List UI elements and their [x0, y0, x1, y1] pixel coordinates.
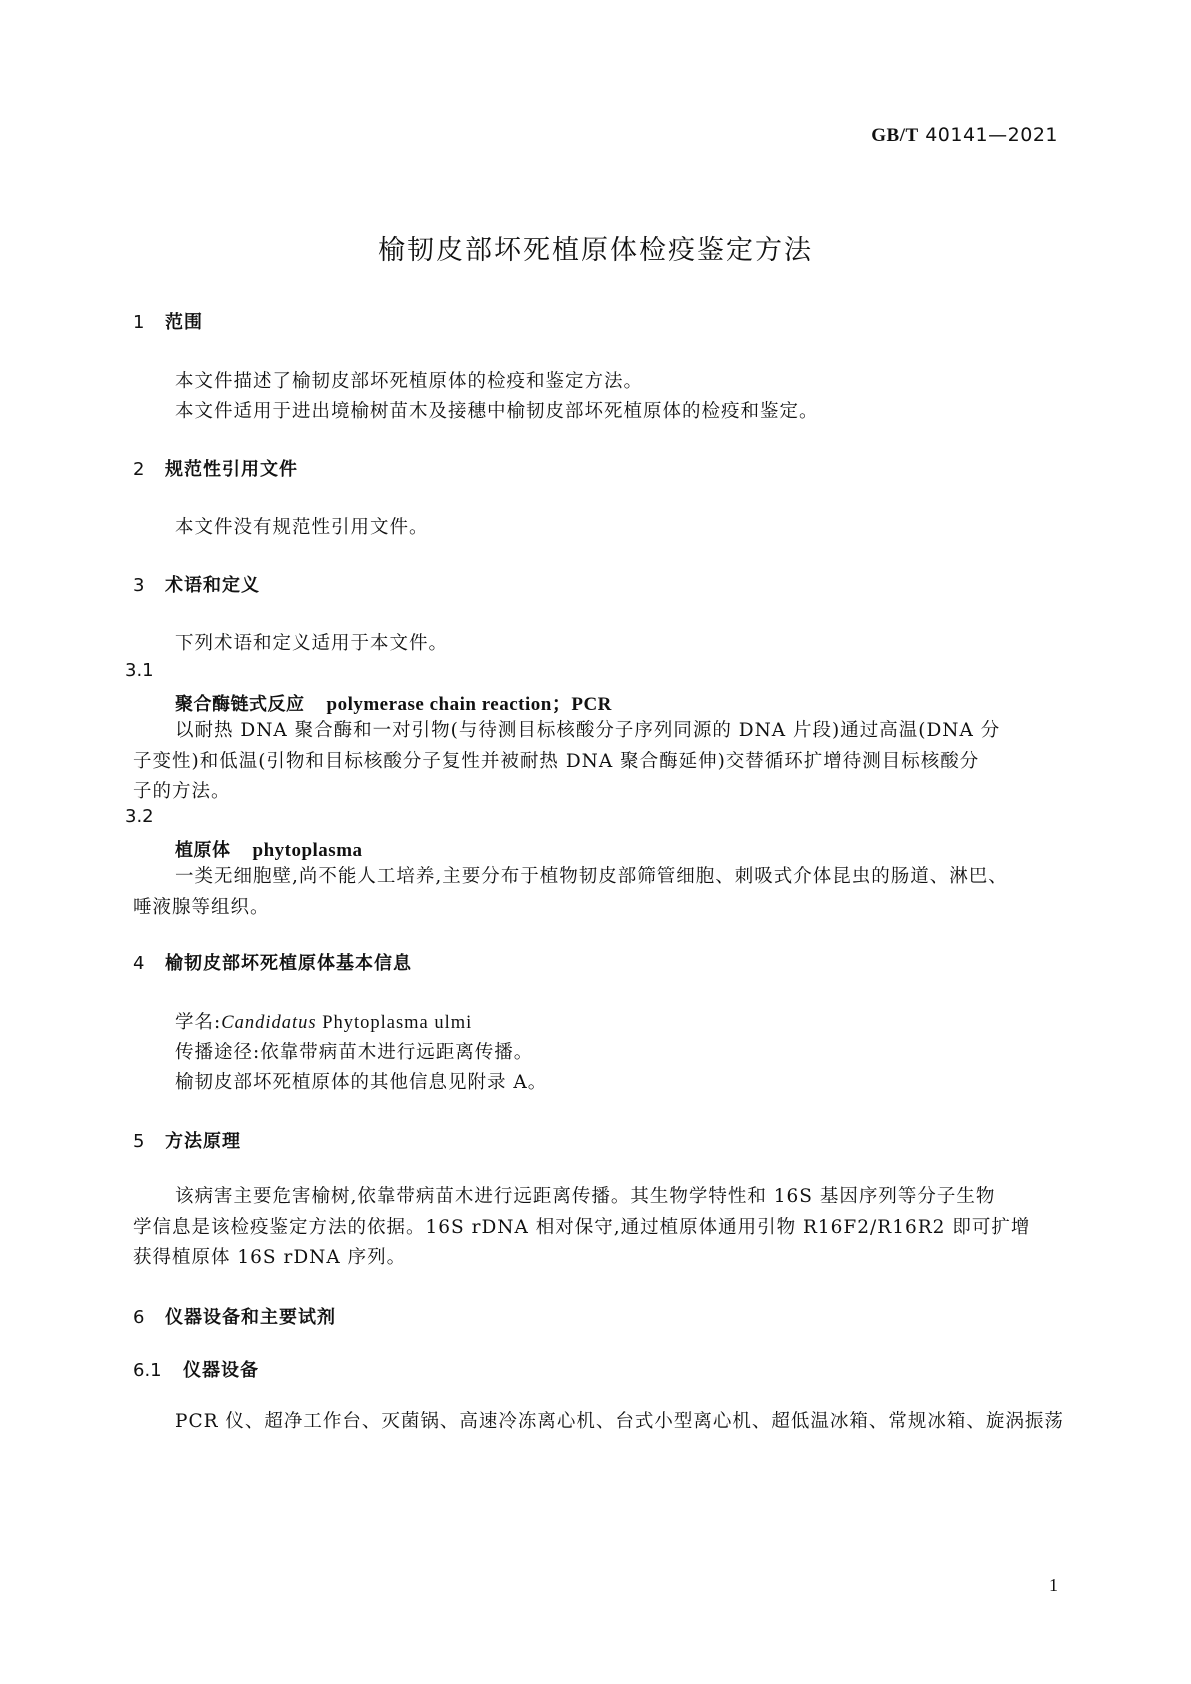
standard-code: [871, 124, 1058, 147]
scientific-name: [175, 1008, 472, 1034]
definition-line: 子的方法。: [133, 781, 231, 802]
paragraph: PCR 仪、超净工作台、灭菌锅、高速冷冻离心机、台式小型离心机、超低温冰箱、常规冰箱、旋涡振荡: [175, 1411, 1064, 1432]
section-title: 术语和定义: [165, 575, 260, 596]
section-4-heading: [133, 949, 412, 975]
section-number: 2: [133, 459, 146, 480]
term-en: polymerase chain reaction；PCR: [326, 694, 612, 715]
term-zh: 植原体: [175, 840, 231, 861]
term-zh: 聚合酶链式反应: [175, 694, 305, 715]
term-heading: [175, 689, 612, 716]
paragraph: [133, 1182, 1030, 1274]
paragraph-line: 学信息是该检疫鉴定方法的依据。16S rDNA 相对保守,通过植原体通用引物 R16F2/R16R2 即可扩增: [133, 1216, 1031, 1238]
paragraph: 榆韧皮部坏死植原体的其他信息见附录 A。: [175, 1072, 548, 1093]
paragraph: 本文件描述了榆韧皮部坏死植原体的检疫和鉴定方法。: [175, 371, 644, 392]
term-number: 3.1: [125, 660, 154, 681]
term-definition: [133, 716, 1000, 808]
subsection-6-1-heading: [133, 1356, 259, 1382]
section-title: 方法原理: [165, 1131, 241, 1152]
standard-number: 40141—2021: [925, 124, 1058, 146]
section-5-heading: [133, 1127, 241, 1153]
section-title: 仪器设备和主要试剂: [165, 1307, 336, 1328]
definition-line: 唾液腺等组织。: [133, 896, 270, 918]
section-number: 6: [133, 1307, 146, 1328]
paragraph-line: 该病害主要危害榆树,依靠带病苗木进行远距离传播。其生物学特性和 16S 基因序列等分子生物: [175, 1186, 996, 1207]
paragraph: 下列术语和定义适用于本文件。: [175, 633, 449, 654]
paragraph: 本文件适用于进出境榆树苗木及接穗中榆韧皮部坏死植原体的检疫和鉴定。: [175, 401, 819, 422]
standard-prefix: GB/T: [871, 125, 919, 146]
section-title: 范围: [165, 312, 203, 333]
section-title: 榆韧皮部坏死植原体基本信息: [165, 953, 412, 974]
section-number: 5: [133, 1131, 146, 1152]
section-title: 规范性引用文件: [165, 459, 298, 480]
paragraph: 传播途径:依靠带病苗木进行远距离传播。: [175, 1042, 534, 1063]
definition-line: 以耐热 DNA 聚合酶和一对引物(与待测目标核酸分子序列同源的 DNA 片段)通过高温(DNA 分: [175, 720, 1001, 741]
subsection-number: 6.1: [133, 1360, 162, 1381]
section-2-heading: [133, 455, 298, 481]
section-1-heading: [133, 308, 203, 334]
section-number: 1: [133, 312, 146, 333]
term-number: 3.2: [125, 806, 154, 827]
definition-line: 子变性)和低温(引物和目标核酸分子复性并被耐热 DNA 聚合酶延伸)交替循环扩增待测目标核酸分: [133, 750, 980, 772]
document-title: 榆韧皮部坏死植原体检疫鉴定方法: [378, 235, 813, 266]
section-number: 4: [133, 953, 146, 974]
section-number: 3: [133, 575, 146, 596]
term-en: phytoplasma: [252, 840, 363, 861]
section-6-heading: [133, 1303, 336, 1329]
paragraph: 本文件没有规范性引用文件。: [175, 517, 429, 538]
page-number: 1: [1049, 1575, 1058, 1595]
sci-label: 学名:: [175, 1012, 222, 1033]
sci-rest: Phytoplasma ulmi: [316, 1013, 473, 1033]
definition-line: 一类无细胞壁,尚不能人工培养,主要分布于植物韧皮部筛管细胞、刺吸式介体昆虫的肠道、淋巴、: [175, 866, 1008, 887]
paragraph-line: 获得植原体 16S rDNA 序列。: [133, 1247, 407, 1268]
sci-italic: Candidatus: [221, 1013, 317, 1033]
term-heading: [175, 836, 363, 862]
section-3-heading: [133, 571, 260, 597]
term-definition: [133, 862, 1008, 923]
subsection-title: 仪器设备: [183, 1360, 259, 1381]
